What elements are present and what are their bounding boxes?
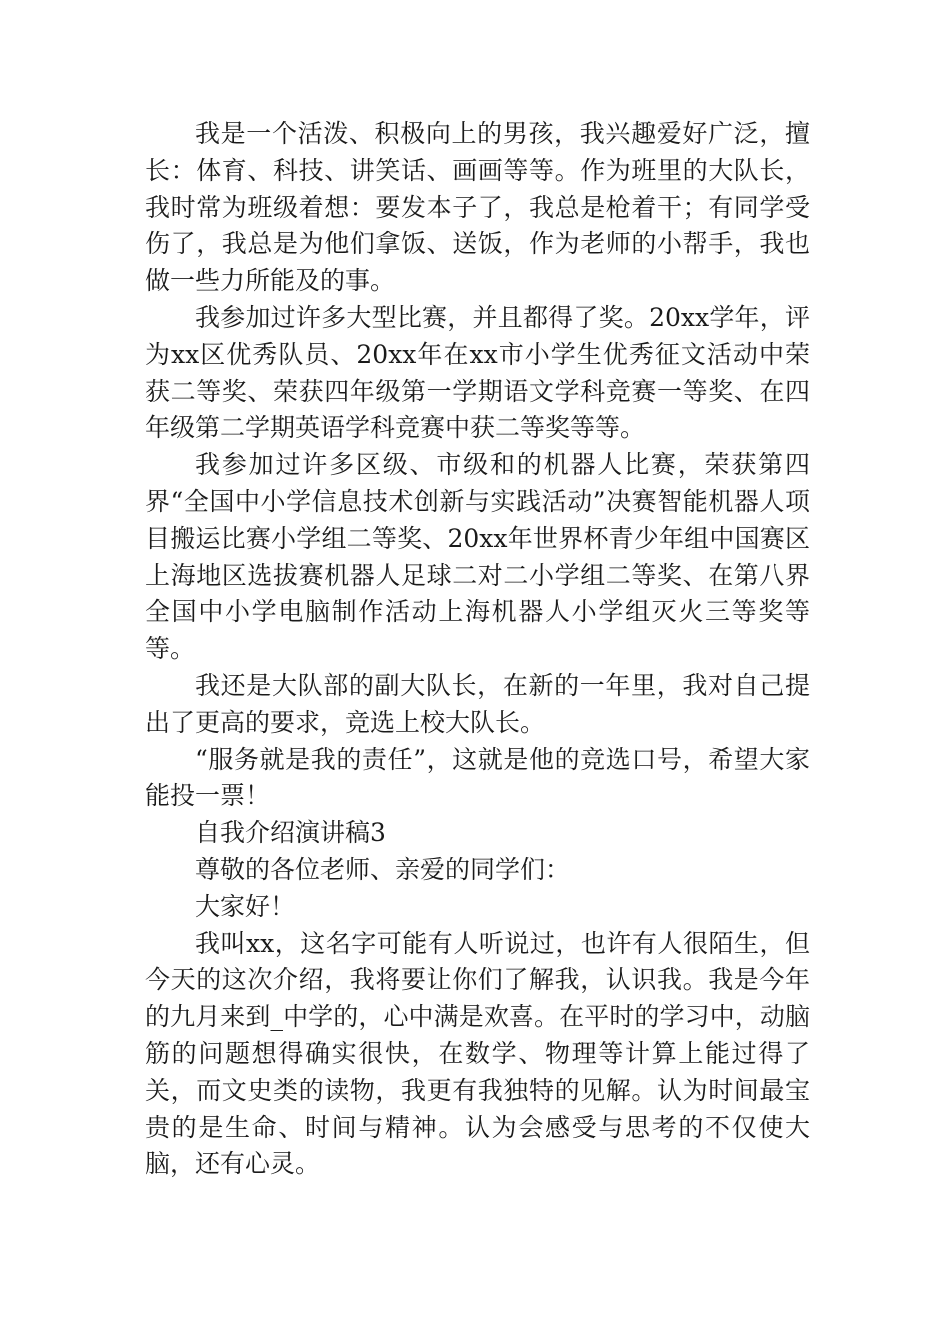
section-heading: 自我介绍演讲稿3 — [195, 818, 386, 848]
greeting: 大家好！ — [195, 891, 296, 921]
paragraph-self-introduction: 我叫xx，这名字可能有人听说过，也许有人很陌生，但今天的这次介绍，我将要让你们了解我，认识我。我是今年的九月来到_中学的，心中满是欢喜。在平时的学习中，动脑筋的问题想得确实很快，在数学、物理等计算上能过得了关，而文史类的读物，我更有我独特的见解。认为时间最宝贵的是生命、时间与精神。认为会感受与思考的不仅使大脑，还有心灵。 — [145, 928, 810, 1179]
paragraph-campaign: 我还是大队部的副大队长，在新的一年里，我对自己提出了更高的要求，竞选上校大队长。 — [145, 670, 810, 737]
paragraph-slogan: “服务就是我的责任”，这就是他的竞选口号，希望大家能投一票！ — [145, 744, 810, 811]
paragraph-awards: 我参加过许多大型比赛，并且都得了奖。20xx学年，评为xx区优秀队员、20xx年在xx市小学生优秀征文活动中荣获二等奖、荣获四年级第一学期语文学科竞赛一等奖、在四年级第二学期英语学科竞赛中获二等奖等等。 — [145, 302, 810, 443]
salutation: 尊敬的各位老师、亲爱的同学们： — [195, 854, 571, 884]
paragraph-intro: 我是一个活泼、积极向上的男孩，我兴趣爱好广泛，擅长：体育、科技、讲笑话、画画等等。作为班里的大队长，我时常为班级着想：要发本子了，我总是枪着干；有同学受伤了，我总是为他们拿饭、送饭，作为老师的小帮手，我也做一些力所能及的事。 — [145, 119, 810, 296]
paragraph-robot-awards: 我参加过许多区级、市级和的机器人比赛，荣获第四界“全国中小学信息技术创新与实践活动”决赛智能机器人项目搬运比赛小学组二等奖、20xx年世界杯青少年组中国赛区上海地区选拔赛机器人足球二对二小学组二等奖、在第八界全国中小学电脑制作活动上海机器人小学组灭火三等奖等等。 — [145, 450, 810, 664]
document-body — [145, 116, 810, 1183]
